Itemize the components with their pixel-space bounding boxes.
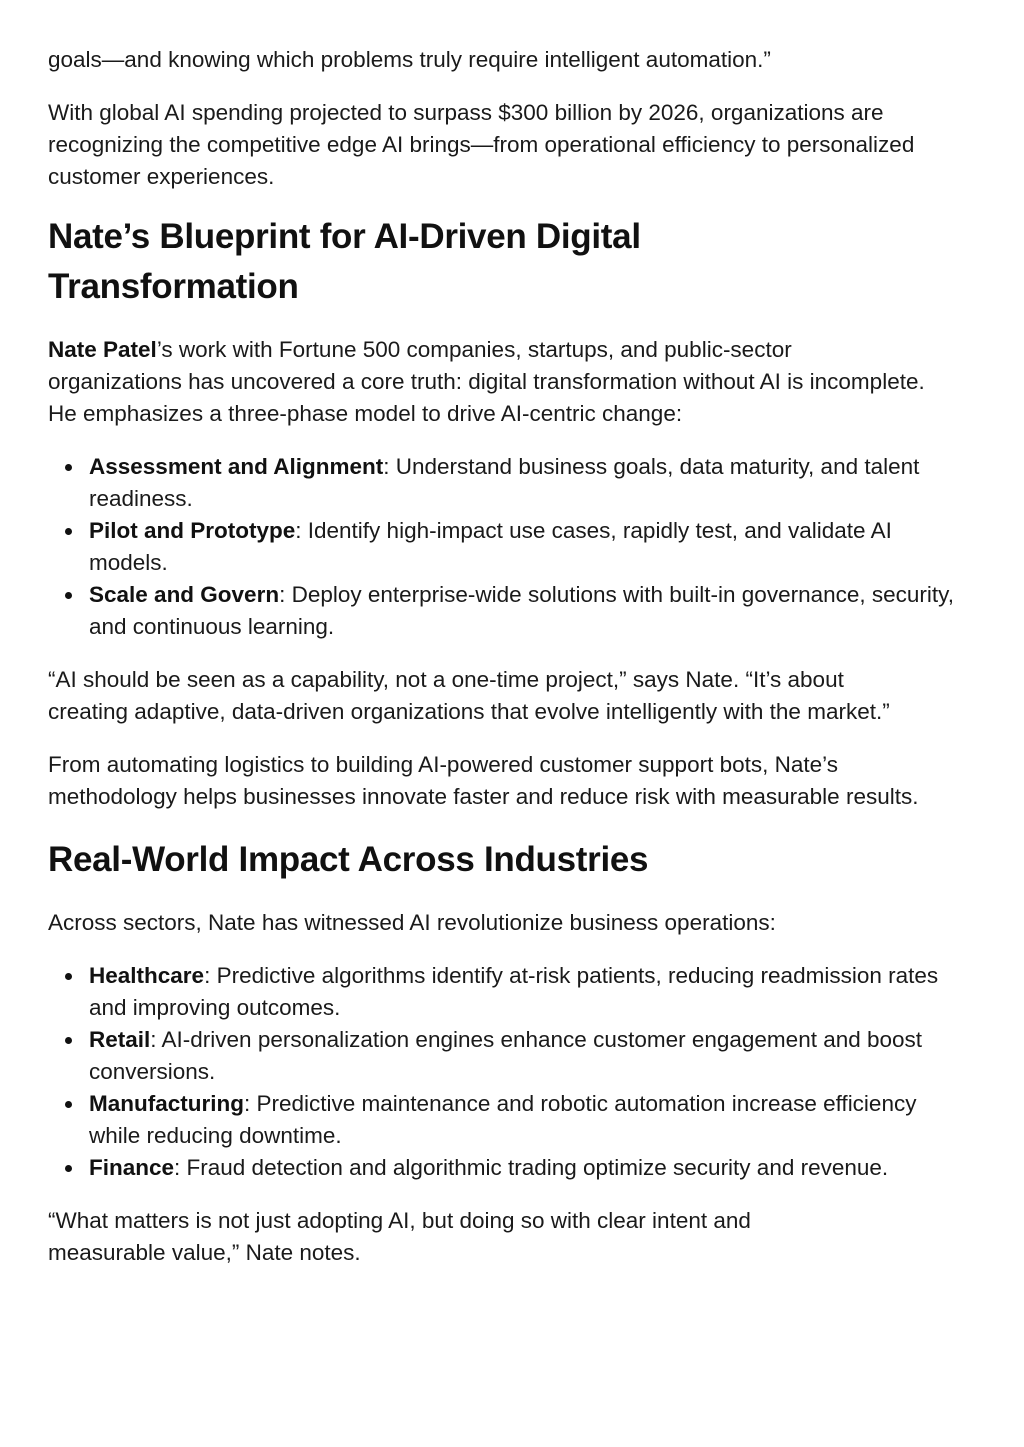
impact-intro-paragraph: Across sectors, Nate has witnessed AI revolutionize business operations: — [48, 910, 776, 935]
list-item-title: Healthcare — [89, 963, 205, 988]
impact-quote: “What matters is not just adopting AI, but doing so with clear intent and measurable value,” Nate notes. — [48, 1208, 751, 1265]
blueprint-closing-paragraph: From automating logistics to building AI-powered customer support bots, Nate’s methodology helps businesses innovate faster and reduce risk with measurable results. — [48, 752, 919, 809]
bullet-icon — [65, 1101, 72, 1108]
section-heading-blueprint: Nate’s Blueprint for AI-Driven Digital Transformation — [48, 217, 641, 306]
list-item-text: : Identify high-impact use cases, rapidly test, and validate AI models. — [89, 518, 892, 575]
bullet-icon — [65, 1165, 72, 1172]
list-item-text: : Fraud detection and algorithmic trading optimize security and revenue. — [174, 1155, 889, 1180]
list-item — [48, 579, 969, 643]
list-item — [48, 1088, 959, 1152]
industry-list — [48, 960, 968, 1184]
list-item-title: Retail — [89, 1027, 151, 1052]
list-item-text: : Predictive algorithms identify at-risk patients, reducing readmission rates and improving outcomes. — [89, 963, 939, 1020]
list-item — [48, 515, 969, 579]
bullet-icon — [65, 528, 72, 535]
bullet-icon — [65, 973, 72, 980]
blueprint-quote: “AI should be seen as a capability, not a one-time project,” says Nate. “It’s about creating adaptive, data-driven organizations that evolve intelligently with the market.” — [48, 667, 890, 724]
list-item-title: Pilot and Prototype — [89, 518, 296, 543]
blueprint-intro-text: ’s work with Fortune 500 companies, startups, and public-sector organizations has uncovered a core truth: digital transformation without AI is incomplete. He emphasizes a three-phase model to drive AI-centric change: — [48, 337, 925, 426]
list-item-title: Scale and Govern — [89, 582, 280, 607]
phase-list — [48, 451, 968, 643]
list-item — [48, 1024, 959, 1088]
person-name: Nate Patel — [48, 337, 157, 362]
blueprint-intro-paragraph — [48, 334, 928, 430]
section-heading-impact: Real-World Impact Across Industries — [48, 840, 649, 879]
bullet-icon — [65, 1037, 72, 1044]
list-item-title: Manufacturing — [89, 1091, 244, 1116]
bullet-icon — [65, 464, 72, 471]
list-item — [48, 960, 959, 1024]
intro-paragraph: With global AI spending projected to surpass $300 billion by 2026, organizations are recognizing the competitive edge AI brings—from operational efficiency to personalized customer experiences. — [48, 100, 915, 189]
list-item — [48, 451, 969, 515]
list-item-text: : Deploy enterprise-wide solutions with built-in governance, security, and continuous learning. — [89, 582, 954, 639]
list-item-text: : Understand business goals, data maturity, and talent readiness. — [89, 454, 920, 511]
list-item — [48, 1152, 959, 1184]
list-item-title: Assessment and Alignment — [89, 454, 384, 479]
bullet-icon — [65, 592, 72, 599]
list-item-text: : AI-driven personalization engines enhance customer engagement and boost conversions. — [89, 1027, 923, 1084]
intro-line: goals—and knowing which problems truly require intelligent automation.” — [48, 47, 771, 72]
list-item-text: : Predictive maintenance and robotic automation increase efficiency while reducing downtime. — [89, 1091, 917, 1148]
list-item-title: Finance — [89, 1155, 175, 1180]
article-body — [48, 44, 968, 1269]
